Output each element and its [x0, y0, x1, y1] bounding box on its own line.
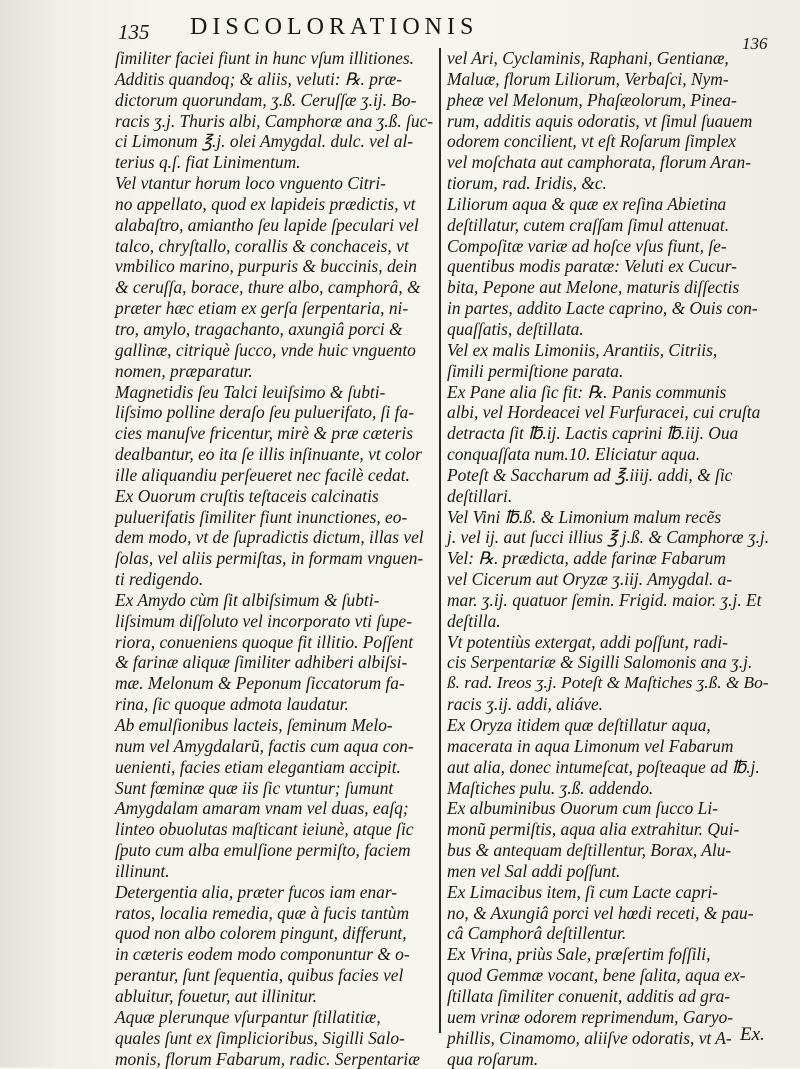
- text-line: no appellato, quod ex lapideis prædictis, vt: [115, 194, 433, 215]
- text-line: & farinæ aliquæ ſimiliter adhiberi albiſsi-: [115, 652, 433, 673]
- text-line: ratos, localia remedia, quæ à fucis tantùm: [115, 903, 433, 924]
- catchword: Ex.: [740, 1024, 765, 1046]
- text-line: præter hæc etiam ex gerſa ſerpentaria, ni-: [115, 298, 433, 319]
- page-number-right: 136: [742, 34, 768, 54]
- text-line: Maluæ, florum Liliorum, Verbaſci, Nym-: [447, 69, 769, 90]
- text-line: Detergentia alia, præter fucos iam enar-: [115, 882, 433, 903]
- text-line: Poteſt & Saccharum ad ℥.iiij. addi, & ſic: [447, 465, 769, 486]
- running-title: DISCOLORATIONIS: [190, 14, 478, 41]
- text-line: deſtilla.: [447, 611, 769, 632]
- text-line: Maſtiches pulu. ʒ.ß. addendo.: [447, 778, 769, 799]
- text-line: talco, chryſtallo, corallis & conchaceis, vt: [115, 236, 433, 257]
- text-line: Vel vtantur horum loco vnguento Citri-: [115, 173, 433, 194]
- text-line: monũ permiſtis, aqua alia extrahitur. Qui-: [447, 819, 769, 840]
- text-line: quentibus modis paratæ: Veluti ex Cucur-: [447, 256, 769, 277]
- text-line: rum, additis aquis odoratis, vt ſimul ſuauem: [447, 111, 769, 132]
- column-divider: [439, 48, 441, 1033]
- text-line: uem vrinæ odorem reprimendum, Garyo-: [447, 1007, 769, 1028]
- text-line: ſputo cum alba emulſione permiſto, faciem: [115, 840, 433, 861]
- text-line: Ex Pane alia ſic fit: ℞. Panis communis: [447, 382, 769, 403]
- text-line: monis, florum Fabarum, radic. Serpentariæ: [115, 1049, 433, 1069]
- text-line: pheæ vel Melonum, Phaſæolorum, Pinea-: [447, 90, 769, 111]
- text-line: Amygdalam amaram vnam vel duas, eaſq;: [115, 798, 433, 819]
- text-line: quaſſatis, deſtillata.: [447, 319, 769, 340]
- text-line: Ex Limacibus item, ſi cum Lacte capri-: [447, 882, 769, 903]
- text-line: ille aliquandiu perſeueret nec facilè cedat.: [115, 465, 433, 486]
- text-line: no, & Axungiâ porci vel hœdi receti, & pau-: [447, 903, 769, 924]
- text-line: vel Ari, Cyclaminis, Raphani, Gentianæ,: [447, 48, 769, 69]
- text-line: quod Gemmæ vocant, bene ſalita, aqua ex-: [447, 965, 769, 986]
- text-line: odorem concilient, vt eſt Roſarum ſimplex: [447, 131, 769, 152]
- text-line: Aquæ plerunque vſurpantur ſtillatitiæ,: [115, 1007, 433, 1028]
- text-line: nomen, præparatur.: [115, 361, 433, 382]
- text-line: Magnetidis ſeu Talci leuiſsimo & ſubti-: [115, 382, 433, 403]
- text-line: ſtillata ſimiliter conuenit, additis ad gra-: [447, 986, 769, 1007]
- text-line: j. vel ij. aut ſucci illius ℥ j.ß. & Camphoræ ʒ.j.: [447, 527, 769, 548]
- text-line: Vel Vini ℔.ß. & Limonium malum recẽs: [447, 507, 769, 528]
- text-line: deſtillari.: [447, 486, 769, 507]
- text-line: detracta ſit ℔.ij. Lactis caprini ℔.iij. Oua: [447, 423, 769, 444]
- text-line: terius q.ſ. fiat Linimentum.: [115, 152, 433, 173]
- text-line: racis ʒ.j. Thuris albi, Camphoræ ana ʒ.ß. ſuc-: [115, 111, 433, 132]
- text-line: vel Cicerum aut Oryzæ ʒ.iij. Amygdal. a-: [447, 569, 769, 590]
- text-line: puluerifatis ſimiliter fiunt inunctiones, eo-: [115, 507, 433, 528]
- text-line: alabaſtro, amiantho ſeu lapide ſpeculari vel: [115, 215, 433, 236]
- text-line: dealbantur, eo ita ſe illis inſinuante, vt color: [115, 444, 433, 465]
- text-line: Ex Ouorum cruſtis teſtaceis calcinatis: [115, 486, 433, 507]
- text-line: albi, vel Hordeacei vel Furfuracei, cui cruſta: [447, 402, 769, 423]
- text-line: Vt potentiùs extergat, addi poſſunt, radi-: [447, 632, 769, 653]
- text-line: uenienti, facies etiam elegantiam accipit.: [115, 757, 433, 778]
- text-line: illinunt.: [115, 861, 433, 882]
- page-header: [0, 8, 800, 48]
- text-line: & ceruſſa, borace, thure albo, camphorâ, &: [115, 277, 433, 298]
- text-line: tro, amylo, tragachanto, axungiâ porci &: [115, 319, 433, 340]
- text-line: qua roſarum.: [447, 1049, 769, 1069]
- text-line: Additis quandoq; & aliis, veluti: ℞. præ-: [115, 69, 433, 90]
- page-number-left: 135: [118, 20, 150, 45]
- text-line: mæ. Melonum & Peponum ſiccatorum fa-: [115, 673, 433, 694]
- text-line: phillis, Cinamomo, aliiſve odoratis, vt A-: [447, 1028, 769, 1049]
- text-line: bus & antequam deſtillentur, Borax, Alu-: [447, 840, 769, 861]
- text-line: quod non albo colorem pingunt, differunt,: [115, 923, 433, 944]
- text-line: ſimili permiſtione parata.: [447, 361, 769, 382]
- text-line: Ex Amydo cùm ſit albiſsimum & ſubti-: [115, 590, 433, 611]
- text-line: ti redigendo.: [115, 569, 433, 590]
- text-line: in cæteris eodem modo componuntur & o-: [115, 944, 433, 965]
- text-line: Vel ex malis Limoniis, Arantiis, Citriis,: [447, 340, 769, 361]
- text-line: Compoſitæ variæ ad hoſce vſus fiunt, ſe-: [447, 236, 769, 257]
- text-line: aut alia, donec intumeſcat, poſteaque ad ℔.j.: [447, 757, 769, 778]
- text-line: Ex albuminibus Ouorum cum ſucco Li-: [447, 798, 769, 819]
- text-line: rina, ſic quoque admota laudatur.: [115, 694, 433, 715]
- text-line: macerata in aqua Limonum vel Fabarum: [447, 736, 769, 757]
- text-line: linteo obuolutas maſticant ieiunè, atque ſic: [115, 819, 433, 840]
- text-line: cies manuſve fricentur, mirè & præ cæteris: [115, 423, 433, 444]
- text-line: abluitur, fouetur, aut illinitur.: [115, 986, 433, 1007]
- text-line: in partes, addito Lacte caprino, & Ouis con-: [447, 298, 769, 319]
- text-line: Liliorum aqua & quæ ex reſina Abietina: [447, 194, 769, 215]
- left-text-column: [115, 48, 433, 1038]
- text-line: deſtillatur, cutem craſſam ſimul attenuat.: [447, 215, 769, 236]
- text-line: liſsimum diſſoluto vel incorporato vti ſupe-: [115, 611, 433, 632]
- text-line: ſolas, vel aliis permiſtas, in formam vnguen-: [115, 548, 433, 569]
- text-line: Ex Oryza itidem quæ deſtillatur aqua,: [447, 715, 769, 736]
- text-line: ci Limonum ℥.j. olei Amygdal. dulc. vel al-: [115, 131, 433, 152]
- text-line: vel moſchata aut camphorata, florum Aran-: [447, 152, 769, 173]
- text-line: racis ʒ.ij. addi, aliáve.: [447, 694, 769, 715]
- text-line: riora, conueniens quoque fit illitio. Poſſent: [115, 632, 433, 653]
- text-line: bita, Pepone aut Melone, maturis diſſectis: [447, 277, 769, 298]
- text-line: perantur, ſunt ſequentia, quibus facies vel: [115, 965, 433, 986]
- text-line: dem modo, vt de ſupradictis dictum, illas vel: [115, 527, 433, 548]
- text-line: cis Serpentariæ & Sigilli Salomonis ana ʒ.j.: [447, 652, 769, 673]
- text-line: Sunt fœminæ quæ iis ſic vtuntur; ſumunt: [115, 778, 433, 799]
- text-line: tiorum, rad. Iridis, &c.: [447, 173, 769, 194]
- text-line: conquaſſata num.10. Eliciatur aqua.: [447, 444, 769, 465]
- text-line: ſimiliter faciei fiunt in hunc vſum illitiones.: [115, 48, 433, 69]
- text-line: quales ſunt ex ſimplicioribus, Sigilli Salo-: [115, 1028, 433, 1049]
- text-line: mar. ʒ.ij. quatuor ſemin. Frigid. maior. ʒ.j. Et: [447, 590, 769, 611]
- text-line: vmbilico marino, purpuris & buccinis, dein: [115, 256, 433, 277]
- text-line: men vel Sal addi poſſunt.: [447, 861, 769, 882]
- text-line: Ab emulſionibus lacteis, ſeminum Melo-: [115, 715, 433, 736]
- page-gutter-shadow: [0, 0, 60, 1067]
- text-line: gallinæ, citriquè ſucco, vnde huic vnguento: [115, 340, 433, 361]
- text-line: num vel Amygdalarũ, factis cum aqua con-: [115, 736, 433, 757]
- text-line: dictorum quorundam, ʒ.ß. Ceruſſæ ʒ.ij. Bo-: [115, 90, 433, 111]
- text-line: Vel: ℞. prædicta, adde farinæ Fabarum: [447, 548, 769, 569]
- text-line: liſsimo polline deraſo ſeu puluerifato, ſi fa-: [115, 402, 433, 423]
- text-line: ß. rad. Ireos ʒ.j. Poteſt & Maſtiches ʒ.ß. & Bo-: [447, 673, 769, 694]
- text-line: Ex Vrina, priùs Sale, præſertim foſſili,: [447, 944, 769, 965]
- right-text-column: [447, 48, 769, 1033]
- text-line: câ Camphorâ deſtillentur.: [447, 923, 769, 944]
